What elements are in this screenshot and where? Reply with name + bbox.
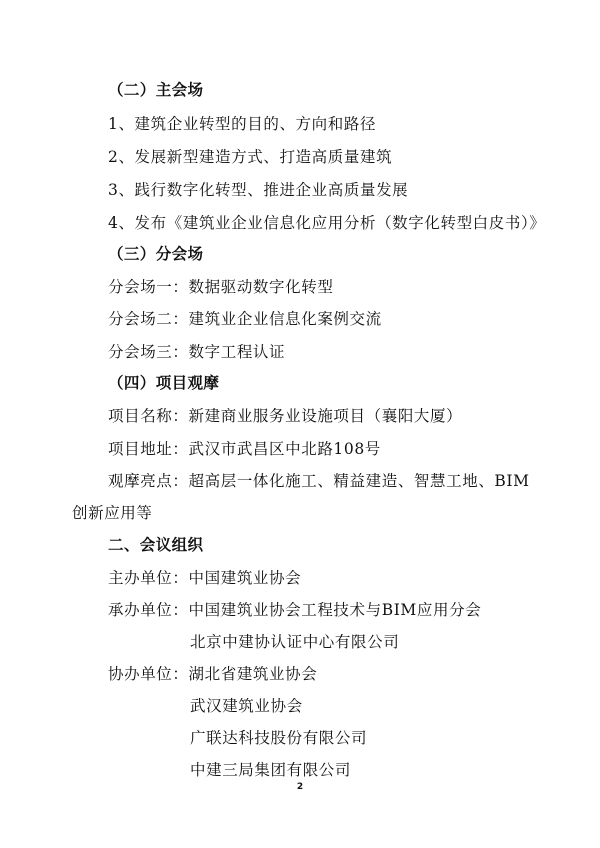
sub-venue-label: 分会场一： xyxy=(108,278,189,296)
project-name-row xyxy=(0,405,600,427)
main-venue-item-4: 4、发布《建筑业企业信息化应用分析（数字化转型白皮书）》 xyxy=(108,214,546,232)
organizer-value: 中国建筑业协会工程技术与BIM应用分会 xyxy=(188,601,482,619)
host-label: 主办单位： xyxy=(108,569,189,587)
coorganizer-value-3: 广联达科技股份有限公司 xyxy=(190,729,368,747)
host-value: 中国建筑业协会 xyxy=(188,569,302,587)
sub-venue-3 xyxy=(0,341,600,363)
section-heading-main-venue: （二）主会场 xyxy=(108,81,204,99)
sub-venue-value: 建筑业企业信息化案例交流 xyxy=(188,310,382,328)
main-venue-item-1: 1、建筑企业转型的目的、方向和路径 xyxy=(108,115,377,133)
coorganizer-value: 湖北省建筑业协会 xyxy=(188,665,318,683)
coorganizer-value-2: 武汉建筑业协会 xyxy=(190,697,303,715)
project-name-value: 新建商业服务业设施项目（襄阳大厦） xyxy=(188,407,463,425)
organizer-row xyxy=(0,599,600,621)
project-address-row xyxy=(0,438,600,460)
project-address-label: 项目地址： xyxy=(108,440,189,458)
project-highlights-row xyxy=(0,470,600,492)
organizer-label: 承办单位： xyxy=(108,601,189,619)
section-heading-project-visit: （四）项目观摩 xyxy=(108,374,220,392)
project-name-label: 项目名称： xyxy=(108,407,189,425)
sub-venue-value: 数字工程认证 xyxy=(188,343,286,361)
section-heading-organization: 二、会议组织 xyxy=(108,536,204,554)
main-venue-item-3: 3、践行数字化转型、推进企业高质量发展 xyxy=(108,181,409,199)
coorganizer-label: 协办单位： xyxy=(108,665,189,683)
main-venue-item-2: 2、发展新型建造方式、打造高质量建筑 xyxy=(108,148,393,166)
page-number: 2 xyxy=(296,782,304,792)
project-highlights-value: 超高层一体化施工、精益建造、智慧工地、BIM xyxy=(188,472,530,490)
project-address-value: 武汉市武昌区中北路108号 xyxy=(188,440,381,458)
sub-venue-1 xyxy=(0,276,600,298)
sub-venue-label: 分会场三： xyxy=(108,343,189,361)
coorganizer-value-4: 中建三局集团有限公司 xyxy=(190,761,352,779)
sub-venue-2 xyxy=(0,308,600,330)
project-highlights-continuation: 创新应用等 xyxy=(72,504,153,522)
sub-venue-label: 分会场二： xyxy=(108,310,189,328)
host-row xyxy=(0,567,600,589)
sub-venue-value: 数据驱动数字化转型 xyxy=(188,278,334,296)
organizer-value-2: 北京中建协认证中心有限公司 xyxy=(190,633,400,651)
section-heading-sub-venues: （三）分会场 xyxy=(108,245,204,263)
coorganizer-row xyxy=(0,663,600,685)
project-highlights-label: 观摩亮点： xyxy=(108,472,189,490)
